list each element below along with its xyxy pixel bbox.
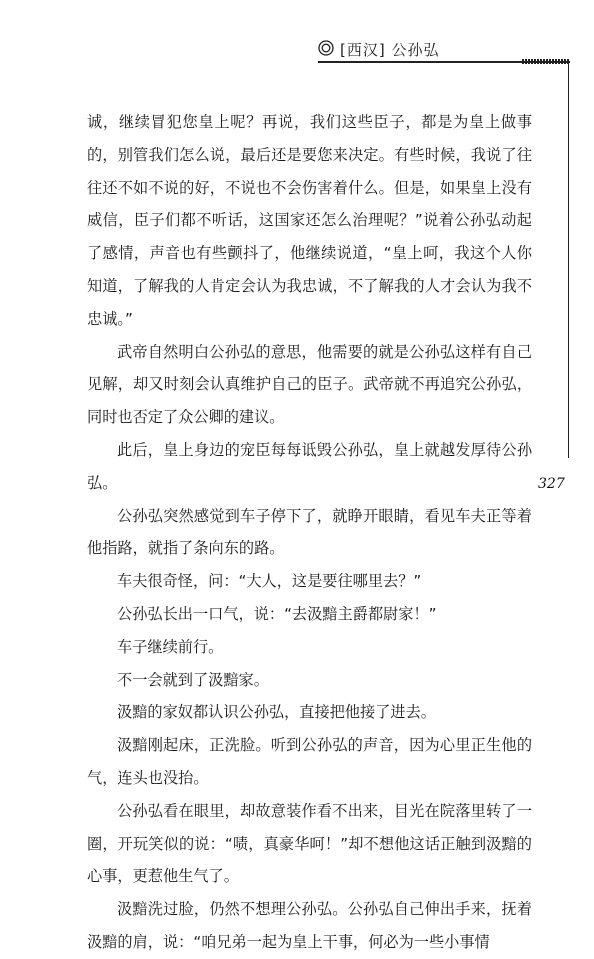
paragraph: 公孙弘突然感觉到车子停下了，就睁开眼睛，看见车夫正等着他指路，就指了条向东的路。 <box>87 506 532 558</box>
double-circle-icon <box>318 40 334 56</box>
page-number: 327 <box>538 476 565 492</box>
margin-rule <box>568 62 569 458</box>
paragraph: 不一会就到了汲黯家。 <box>117 670 269 689</box>
header-rule-ornament <box>522 59 570 64</box>
paragraph: 车子继续前行。 <box>117 637 224 656</box>
paragraph: 汲黯的家奴都认识公孙弘，直接把他接了进去。 <box>117 703 436 722</box>
paragraph: 公孙弘看在眼里，却故意装作看不出来，目光在院落里转了一圈，开玩笑似的说：“啧，真豪华呵！”却不想他这话正触到汲黯的心事，更惹他生气了。 <box>87 801 532 886</box>
paragraph: 此后，皇上身边的宠臣每每诋毁公孙弘，皇上就越发厚待公孙弘。 <box>87 440 532 492</box>
header-title: [西汉] 公孙弘 <box>340 41 440 59</box>
paragraph: 车夫很奇怪，问：“大人，这是要往哪里去？” <box>117 572 422 591</box>
paragraph: 公孙弘长出一口气，说：“去汲黯主爵都尉家！” <box>117 604 437 623</box>
paragraph: 武帝自然明白公孙弘的意思，他需要的就是公孙弘这样有自己见解，却又时刻会认真维护自己的臣子。武帝就不再追究公孙弘，同时也否定了众公卿的建议。 <box>87 342 532 427</box>
paragraph: 汲黯洗过脸，仍然不想理公孙弘。公孙弘自己伸出手来，抚着汲黯的肩，说：“咱兄弟一起为皇上干事，何必为一些小事情 <box>87 900 532 951</box>
body-text <box>87 106 532 959</box>
paragraph: 诚，继续冒犯您皇上呢？再说，我们这些臣子，都是为皇上做事的，别管我们怎么说，最后还是要您来决定。有些时候，我说了往往还不如不说的好，不说也不会伤害着什么。但是，如果皇上没有威信，臣子们都不听话，这国家还怎么治理呢？”说着公孙弘动起了感情，声音也有些颤抖了，他继续说道，“皇上呵，我这个人你知道，了解我的人肯定会认为我忠诚，不了解我的人才会认为我不忠诚。” <box>87 113 532 328</box>
paragraph: 汲黯刚起床，正洗脸。听到公孙弘的声音，因为心里正生他的气，连头也没抬。 <box>87 736 532 787</box>
